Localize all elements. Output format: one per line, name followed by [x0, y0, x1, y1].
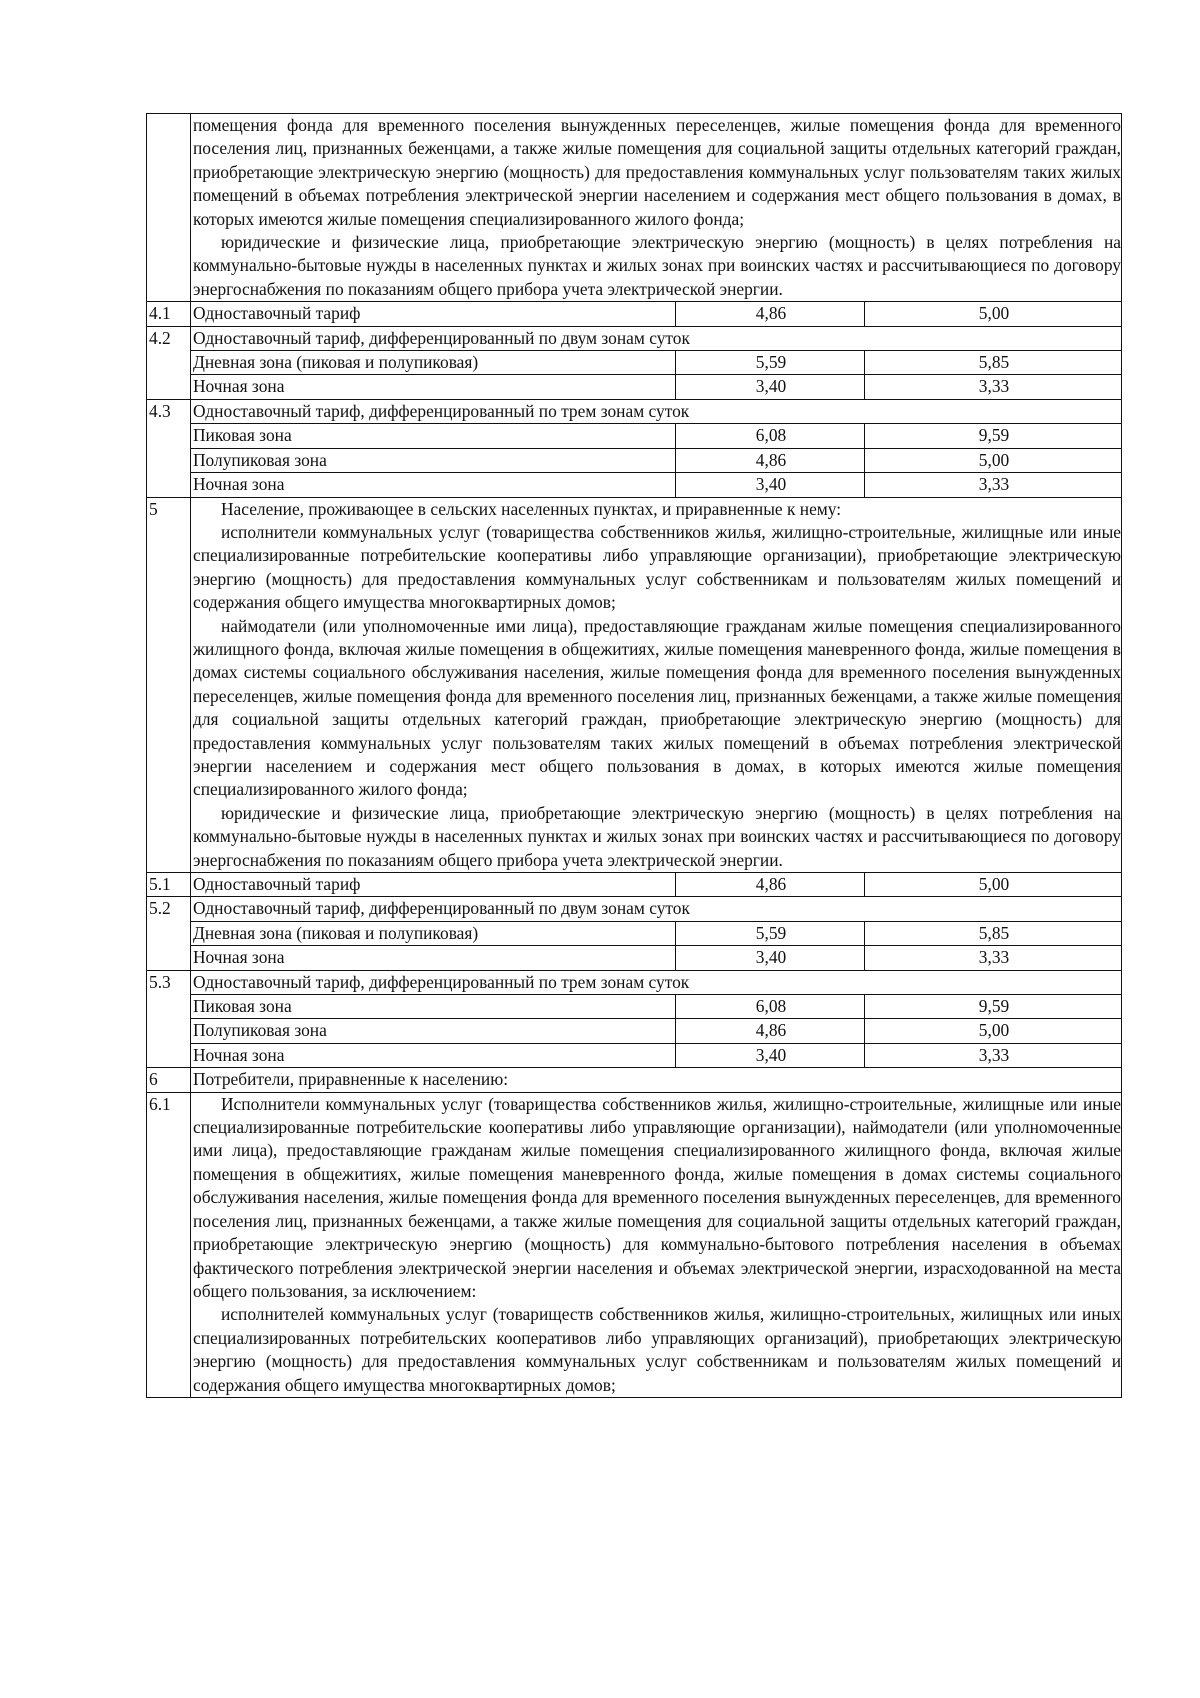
table-row — [147, 873, 1122, 897]
tariff-value-1: 3,40 — [676, 473, 865, 497]
tariff-value-1: 4,86 — [676, 873, 865, 897]
paragraph: Население, проживающее в сельских населенных пунктах, и приравненные к нему: — [221, 498, 842, 519]
paragraph: юридические и физические лица, приобретающие электрическую энергию (мощность) в целях потребления на коммунально-бытовые нужды в населенных пунктах и жилых зонах при воинских частях и рассчитывающиеся по договору энергоснабжения по показаниям общего прибора учета электрической энергии. — [193, 232, 1122, 299]
tariff-value-2: 3,33 — [865, 375, 1122, 399]
row-number: 5.2 — [147, 897, 191, 970]
consumer-description — [191, 114, 1122, 302]
document-page — [146, 113, 1121, 1398]
tariff-group-title: Одноставочный тариф, дифференцированный по двум зонам суток — [191, 326, 1122, 350]
tariff-value-2: 5,00 — [865, 302, 1122, 326]
row-number: 5.3 — [147, 970, 191, 1068]
table-row — [147, 448, 1122, 472]
table-row — [147, 946, 1122, 970]
table-row — [147, 399, 1122, 423]
zone-name: Ночная зона — [191, 946, 676, 970]
table-row — [147, 921, 1122, 945]
tariff-value-2: 5,85 — [865, 921, 1122, 945]
row-number: 5 — [147, 497, 191, 873]
zone-name: Дневная зона (пиковая и полупиковая) — [191, 351, 676, 375]
tariff-value-2: 5,00 — [865, 873, 1122, 897]
tariff-name: Одноставочный тариф — [191, 302, 676, 326]
zone-name: Полупиковая зона — [191, 448, 676, 472]
tariff-group-title: Одноставочный тариф, дифференцированный по двум зонам суток — [191, 897, 1122, 921]
table-row — [147, 473, 1122, 497]
table-row — [147, 1092, 1122, 1397]
table-row — [147, 351, 1122, 375]
tariff-value-2: 3,33 — [865, 473, 1122, 497]
zone-name: Пиковая зона — [191, 424, 676, 448]
row-number: 6 — [147, 1068, 191, 1092]
table-row — [147, 1019, 1122, 1043]
zone-name: Пиковая зона — [191, 995, 676, 1019]
tariff-value-2: 3,33 — [865, 946, 1122, 970]
row-number: 5.1 — [147, 873, 191, 897]
tariff-value-1: 4,86 — [676, 448, 865, 472]
tariff-value-1: 6,08 — [676, 424, 865, 448]
zone-name: Ночная зона — [191, 473, 676, 497]
tariff-value-1: 3,40 — [676, 375, 865, 399]
tariff-group-title: Одноставочный тариф, дифференцированный по трем зонам суток — [191, 399, 1122, 423]
paragraph: исполнители коммунальных услуг (товарищества собственников жилья, жилищно-строительные, жилищные или иные специализированные потребительские кооперативы либо управляющие организации), приобретающие электрическую энергию (мощность) для предоставления коммунальных услуг собственникам и пользователям жилых помещений и содержания общего имущества многоквартирных домов; — [193, 521, 1122, 613]
zone-name: Ночная зона — [191, 375, 676, 399]
tariff-value-2: 5,85 — [865, 351, 1122, 375]
tariff-value-1: 6,08 — [676, 995, 865, 1019]
tariff-name: Одноставочный тариф — [191, 873, 676, 897]
table-row — [147, 995, 1122, 1019]
table-row — [147, 114, 1122, 302]
tariff-value-1: 5,59 — [676, 921, 865, 945]
table-row — [147, 302, 1122, 326]
tariff-value-1: 4,86 — [676, 1019, 865, 1043]
table-row — [147, 1068, 1122, 1092]
row-number: 4.3 — [147, 399, 191, 497]
consumer-description — [191, 497, 1122, 873]
zone-name: Полупиковая зона — [191, 1019, 676, 1043]
tariff-value-2: 5,00 — [865, 1019, 1122, 1043]
tariff-value-1: 3,40 — [676, 946, 865, 970]
tariff-value-2: 9,59 — [865, 995, 1122, 1019]
consumer-description — [191, 1092, 1122, 1397]
tariff-value-2: 9,59 — [865, 424, 1122, 448]
zone-name: Дневная зона (пиковая и полупиковая) — [191, 921, 676, 945]
table-row — [147, 424, 1122, 448]
table-row — [147, 497, 1122, 873]
table-row — [147, 897, 1122, 921]
tariff-value-1: 3,40 — [676, 1043, 865, 1067]
tariff-value-1: 5,59 — [676, 351, 865, 375]
zone-name: Ночная зона — [191, 1043, 676, 1067]
paragraph: юридические и физические лица, приобретающие электрическую энергию (мощность) в целях потребления на коммунально-бытовые нужды в населенных пунктах и жилых зонах при воинских частях и рассчитывающиеся по договору энергоснабжения по показаниям общего прибора учета электрической энергии. — [193, 802, 1122, 870]
paragraph: наймодатели (или уполномоченные ими лица), предоставляющие гражданам жилые помещения специализированного жилищного фонда, включая жилые помещения в общежитиях, жилые помещения маневренного фонда, жилые помещения в домах системы социального обслуживания населения, жилые помещения фонда для временного поселения вынужденных переселенцев, жилые помещения фонда для временного поселения лиц, признанных беженцами, а также жилые помещения для социальной защиты отдельных категорий граждан, приобретающие электрическую энергию (мощность) для предоставления коммунальных услуг пользователям таких жилых помещений в объемах потребления электрической энергии населением и содержания мест общего пользования в домах, в которых имеются жилые помещения специализированного жилого фонда; — [193, 615, 1122, 800]
row-number: 6.1 — [147, 1092, 191, 1397]
table-row — [147, 375, 1122, 399]
table-row — [147, 970, 1122, 994]
tariff-table — [146, 113, 1122, 1398]
row-number: 4.2 — [147, 326, 191, 399]
tariff-group-title: Одноставочный тариф, дифференцированный по трем зонам суток — [191, 970, 1122, 994]
row-number — [147, 114, 191, 302]
table-row — [147, 326, 1122, 350]
tariff-value-1: 4,86 — [676, 302, 865, 326]
paragraph: исполнителей коммунальных услуг (товариществ собственников жилья, жилищно-строительных, жилищных или иных специализированных потребительских кооперативов либо управляющих организаций), приобретающих электрическую энергию (мощность) для предоставления коммунальных услуг собственникам и пользователям жилых помещений и содержания общего имущества многоквартирных домов; — [193, 1304, 1122, 1395]
section-title: Потребители, приравненные к населению: — [191, 1068, 1122, 1092]
tariff-value-2: 5,00 — [865, 448, 1122, 472]
paragraph: Исполнители коммунальных услуг (товарищества собственников жилья, жилищно-строительные, жилищные или иные специализированные потребительские кооперативы либо управляющие организации), наймодатели (или уполномоченные ими лица), предоставляющие гражданам жилые помещения специализированного жилищного фонда, включая жилые помещения в общежитиях, жилые помещения маневренного фонда, жилые помещения в домах системы социального обслуживания населения, жилые помещения фонда для временного поселения вынужденных переселенцев, для временного поселения лиц, признанных беженцами, а также жилые помещения для социальной защиты отдельных категорий граждан, приобретающие электрическую энергию (мощность) для коммунально-бытового потребления населения в объемах фактического потребления электрической энергии населения и объемах электрической энергии, израсходованной на места общего пользования, за исключением: — [193, 1093, 1122, 1301]
tariff-value-2: 3,33 — [865, 1043, 1122, 1067]
paragraph: помещения фонда для временного поселения вынужденных переселенцев, жилые помещения фонда для временного поселения лиц, признанных беженцами, а также жилые помещения для социальной защиты отдельных категорий граждан, приобретающие электрическую энергию (мощность) для предоставления коммунальных услуг пользователям таких жилых помещений в объемах потребления электрической энергии населением и содержания мест общего пользования в домах, в которых имеются жилые помещения специализированного жилого фонда; — [193, 115, 1122, 229]
row-number: 4.1 — [147, 302, 191, 326]
table-row — [147, 1043, 1122, 1067]
